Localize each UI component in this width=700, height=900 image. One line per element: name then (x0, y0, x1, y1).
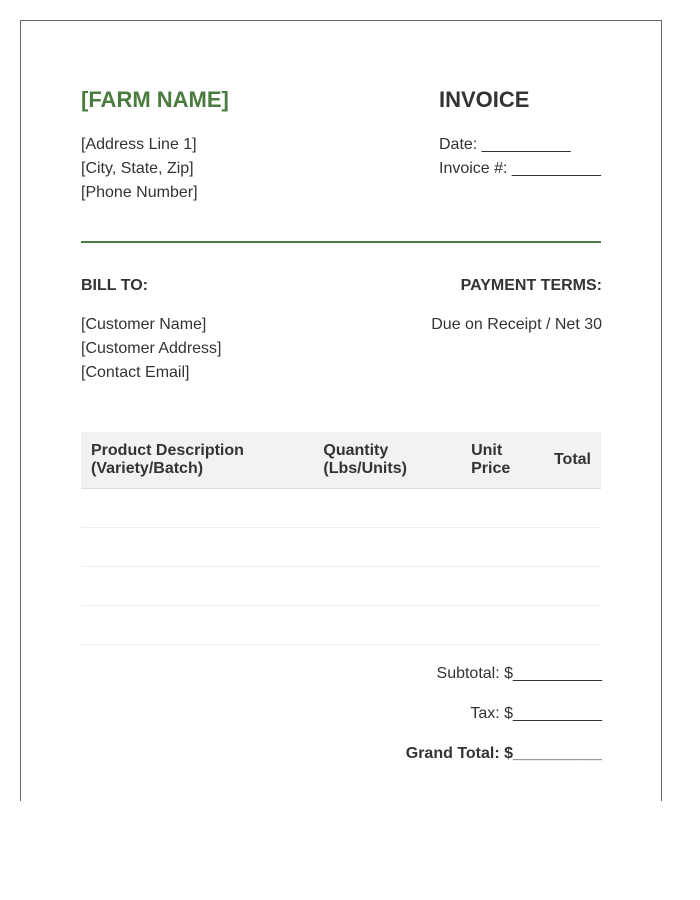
table-header-row (81, 432, 601, 489)
table-row (81, 528, 601, 567)
table-cell (544, 606, 601, 645)
unit-price-header-line-2: Price (471, 460, 511, 477)
quantity-header-line-1: Quantity (323, 442, 389, 459)
table-cell (544, 528, 601, 567)
tax-line: Tax: $__________ (470, 705, 602, 722)
column-header-quantity (313, 432, 461, 489)
header-divider (81, 241, 601, 243)
table-cell (461, 528, 544, 567)
farm-address-block (81, 133, 198, 205)
table-cell (81, 567, 313, 606)
unit-price-header-line-1: Unit (471, 442, 503, 459)
invoice-number: Invoice #: __________ (439, 160, 601, 177)
table-cell (544, 489, 601, 528)
farm-name: [FARM NAME] (81, 87, 229, 112)
table-cell (81, 489, 313, 528)
table-cell (461, 489, 544, 528)
table-cell (461, 567, 544, 606)
column-header-total: Total (544, 432, 601, 489)
table-cell (313, 489, 461, 528)
invoice-meta-block (439, 133, 601, 181)
description-header-line-1: Product Description (91, 442, 244, 459)
column-header-description (81, 432, 313, 489)
description-header-line-2: (Variety/Batch) (91, 460, 204, 477)
phone-number: [Phone Number] (81, 184, 198, 201)
column-header-unit-price (461, 432, 544, 489)
subtotal-line: Subtotal: $__________ (436, 665, 602, 682)
contact-email: [Contact Email] (81, 364, 190, 381)
city-state-zip: [City, State, Zip] (81, 160, 194, 177)
table-cell (81, 606, 313, 645)
customer-address: [Customer Address] (81, 340, 222, 357)
bill-to-label: BILL TO: (81, 277, 148, 294)
invoice-date: Date: __________ (439, 136, 571, 153)
bill-to-block (81, 313, 222, 385)
table-cell (313, 606, 461, 645)
customer-name: [Customer Name] (81, 316, 207, 333)
address-line-1: [Address Line 1] (81, 136, 197, 153)
payment-terms-label: PAYMENT TERMS: (460, 277, 602, 294)
quantity-header-line-2: (Lbs/Units) (323, 460, 407, 477)
table-row (81, 606, 601, 645)
payment-terms-value: Due on Receipt / Net 30 (431, 316, 602, 333)
grand-total-line: Grand Total: $__________ (405, 745, 602, 762)
table-cell (461, 606, 544, 645)
table-cell (313, 528, 461, 567)
table-row (81, 489, 601, 528)
table-row (81, 567, 601, 606)
table-cell (81, 528, 313, 567)
table-cell (544, 567, 601, 606)
invoice-title: INVOICE (439, 87, 530, 112)
table-cell (313, 567, 461, 606)
line-items-table (81, 432, 601, 645)
invoice-page (20, 20, 662, 801)
